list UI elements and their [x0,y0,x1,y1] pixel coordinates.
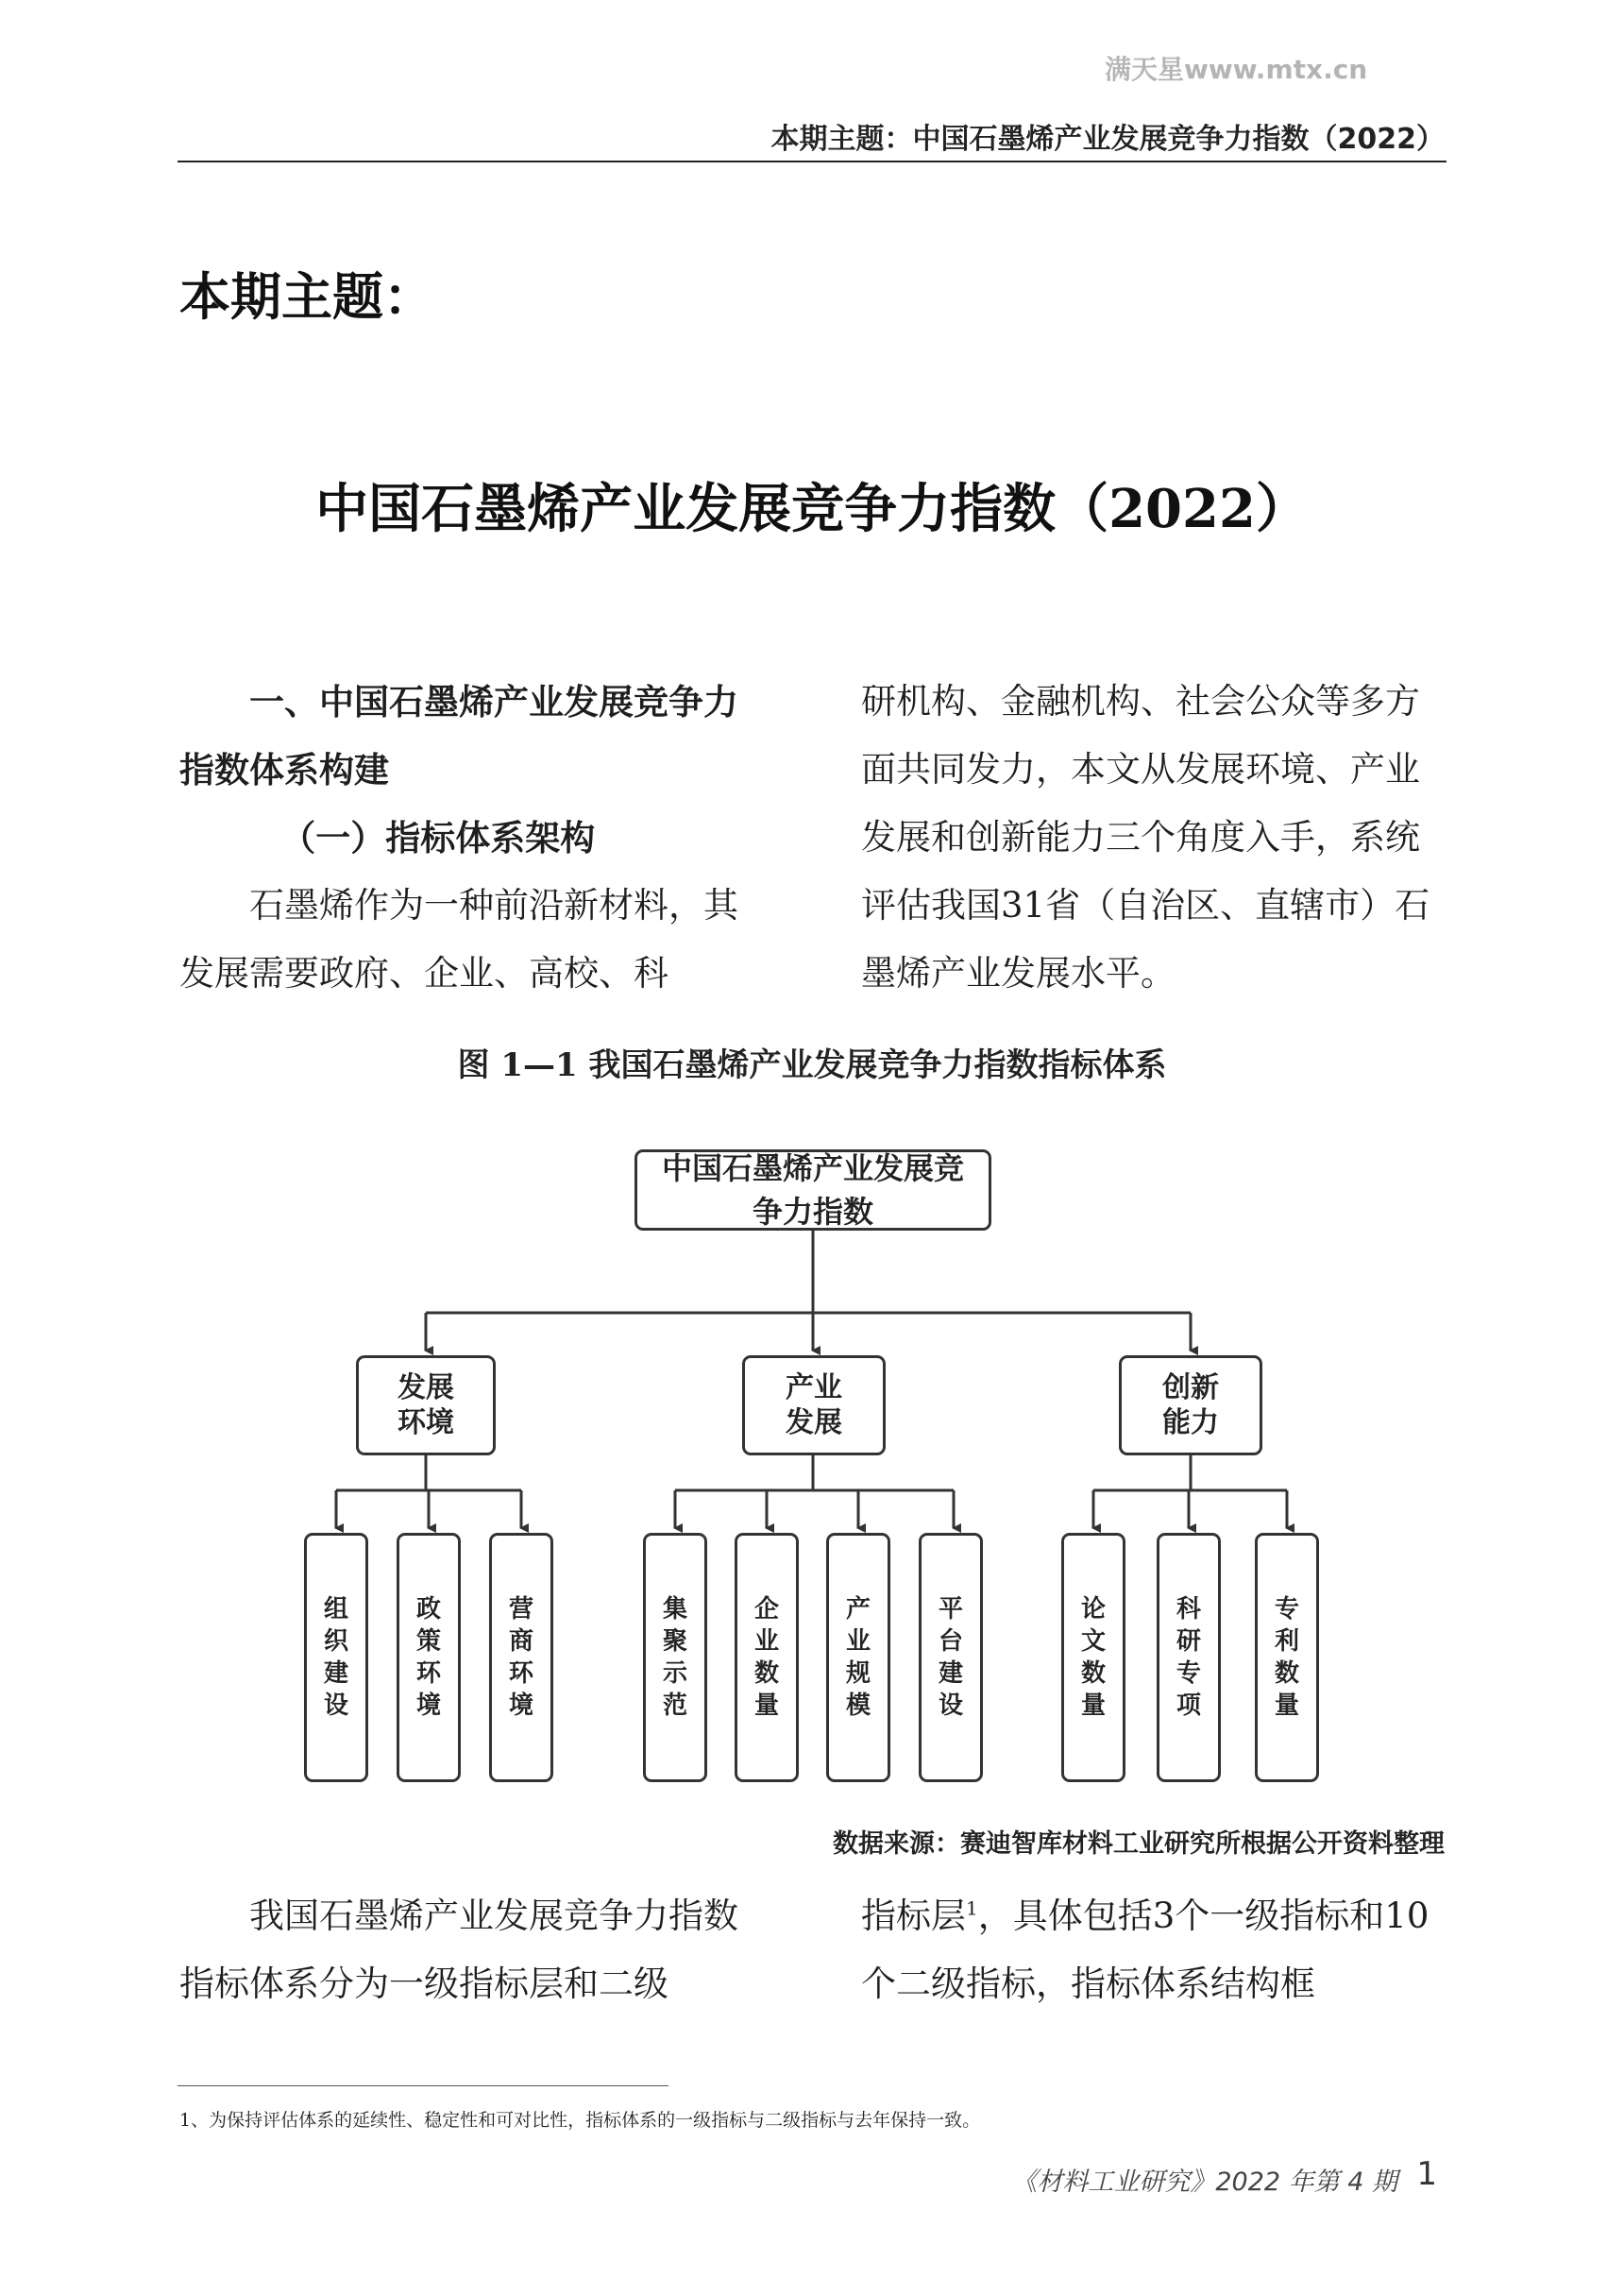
figure-source: 数据来源：赛迪智库材料工业研究所根据公开资料整理 [833,1829,1445,1859]
level2-node: 集聚示范 [643,1533,707,1782]
level2-node: 营商环境 [489,1533,553,1782]
bottom-left-column [179,1882,765,2018]
level2-node: 组织建设 [304,1533,368,1782]
level2-node: 论文数量 [1061,1533,1125,1782]
bottom-right-text-a: 指标层 [861,1896,966,1936]
level2-node: 平台建设 [919,1533,983,1782]
level1-node: 创新能力 [1119,1355,1262,1455]
level2-node: 企业数量 [735,1533,799,1782]
footnote-text: 1、为保持评估体系的延续性、稳定性和可对比性，指标体系的一级指标与二级指标与去年保持一致。 [179,2110,981,2131]
header-rule [178,161,1446,162]
section-heading-1: 一、中国石墨烯产业发展竞争力指数体系构建 [179,681,738,790]
right-paragraph: 研机构、金融机构、社会公众等多方面共同发力，本文从发展环境、产业发展和创新能力三个角度入手，系统评估我国31省（自治区、直辖市）石墨烯产业发展水平。 [861,681,1430,994]
running-header: 本期主题：中国石墨烯产业发展竞争力指数（2022） [770,123,1445,156]
level1-node: 发展环境 [356,1355,496,1455]
left-column [179,668,765,1008]
level2-node: 产业规模 [826,1533,890,1782]
footnote-ref[interactable]: 1 [966,1896,978,1920]
level2-node: 科研专项 [1157,1533,1221,1782]
level1-node: 产业发展 [742,1355,886,1455]
section-label: 本期主题： [179,267,434,327]
document-title: 中国石墨烯产业发展竞争力指数（2022） [315,478,1309,540]
watermark-site: 满天星www.mtx.cn [1105,54,1368,85]
bottom-right-text-b: ，具体包括3个一级指标和10个二级指标，指标体系结构框 [861,1896,1429,2004]
figure-caption: 图 1—1 我国石墨烯产业发展竞争力指数指标体系 [457,1046,1167,1084]
section-heading-2: （一）指标体系架构 [280,817,596,858]
level2-node: 专利数量 [1255,1533,1319,1782]
level2-node: 政策环境 [397,1533,461,1782]
page-number: 1 [1416,2155,1437,2193]
footnote-rule [178,2085,668,2086]
journal-footer: 《材料工业研究》2022 年第 4 期 [1011,2168,1397,2197]
bottom-right-column [861,1882,1446,2018]
bottom-left-paragraph: 我国石墨烯产业发展竞争力指数指标体系分为一级指标层和二级 [179,1896,738,2004]
left-paragraph: 石墨烯作为一种前沿新材料，其发展需要政府、企业、高校、科 [179,885,738,994]
diagram-root-node: 中国石墨烯产业发展竞争力指数 [634,1149,991,1231]
bottom-right-paragraph [861,1882,1446,2018]
right-column [861,668,1446,1008]
